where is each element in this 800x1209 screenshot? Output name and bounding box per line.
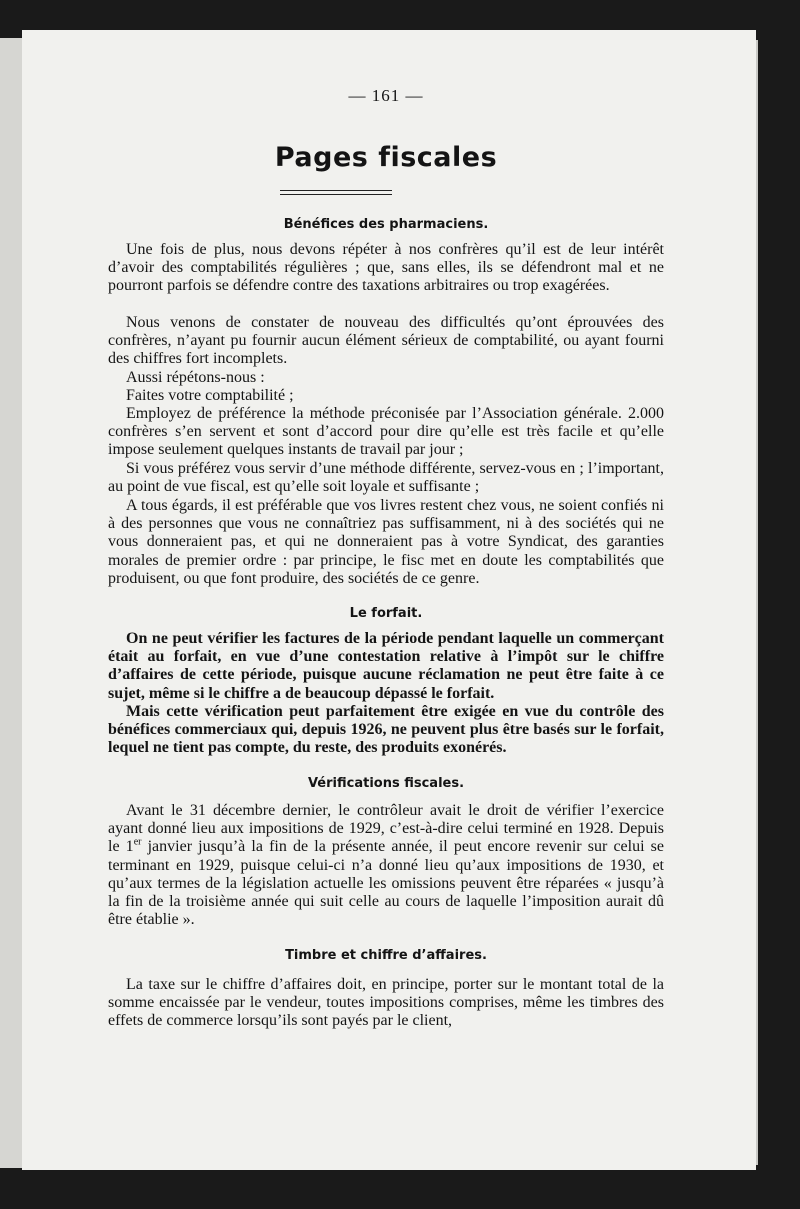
page-number: — 161 —: [348, 86, 424, 105]
page-title: Pages fiscales: [274, 142, 498, 173]
paragraph: Faites votre comptabilité ;: [126, 387, 294, 404]
section-heading-timbre: Timbre et chiffre d’affaires.: [285, 948, 487, 963]
paragraph: A tous égards, il est préférable que vos livres restent chez vous, ne soient confiés ni à des personnes que vous ne connaîtriez pas suffisamment, ni à des sociétés qui ne vous donneraient pas, et qui ne donneraient pas à votre Syndicat, des garanties morales de premier ordre : par principe, le fisc met en doute les comptabilités que produisent, ou que font produire, des sociétés de ce genre.: [108, 497, 664, 587]
adjacent-page-edge: [0, 38, 24, 1168]
paragraph: Mais cette vérification peut parfaitement être exigée en vue du contrôle des bénéfices commerciaux qui, depuis 1926, ne peuvent plus être basés sur le forfait, lequel ne tient pas compte, du reste, des produits exonérés.: [108, 703, 664, 757]
paragraph: La taxe sur le chiffre d’affaires doit, en principe, porter sur le montant total de la somme encaissée par le vendeur, toutes impositions comprises, même les timbres des effets de commerce lorsqu’ils sont payés par le client,: [108, 976, 664, 1030]
paragraph: Aussi répétons-nous :: [126, 369, 265, 386]
section-heading-verifications: Vérifications fiscales.: [307, 776, 465, 791]
paragraph: Si vous préférez vous servir d’une méthode différente, servez-vous en ; l’important, au point de vue fiscal, est qu’elle soit loyale et suffisante ;: [108, 460, 664, 496]
paragraph: On ne peut vérifier les factures de la période pendant laquelle un commerçant était au forfait, en vue d’une contestation relative à l’impôt sur le chiffre d’affaires de cette période, puisque aucune réclamation ne peut être faite à ce sujet, même si le chiffre a de beaucoup dépassé le forfait.: [108, 630, 664, 702]
document-page: [22, 30, 756, 1170]
title-rule: [280, 190, 392, 195]
paragraph: Avant le 31 décembre dernier, le contrôleur avait le droit de vérifier l’exercice ayant donné lieu aux impositions de 1929, c’est-à-dire celui terminé en 1928. Depuis le 1er janvier jusqu’à la fin de la présente année, il peut encore revenir sur celui se terminant en 1929, puisque celui-ci n’a donné lieu qu’aux impositions de 1930, et qu’aux termes de la législation actuelle les omissions peuvent être réparées « jusqu’à la fin de la troisième année qui suit celle au cours de laquelle l’imposition aurait dû être établie ».: [108, 802, 665, 929]
paragraph: Une fois de plus, nous devons répéter à nos confrères qu’il est de leur intérêt d’avoir des comptabilités régulières ; que, sans elles, ils se défendront mal et ne pourront parfois se défendre contre des taxations arbitraires ou trop exagérées.: [108, 241, 664, 295]
section-heading-benefices: Bénéfices des pharmaciens.: [283, 217, 489, 232]
paragraph: Nous venons de constater de nouveau des difficultés qu’ont éprouvées des confrères, n’ayant pu fournir aucun élément sérieux de comptabilité, ou ayant fourni des chiffres fort incomplets.: [108, 314, 664, 368]
section-heading-forfait: Le forfait.: [349, 606, 423, 621]
paragraph: Employez de préférence la méthode préconisée par l’Association générale. 2.000 confrères s’en servent et sont d’accord pour dire qu’elle est très facile et qu’elle impose seulement quelques instants de travail par jour ;: [108, 405, 664, 459]
